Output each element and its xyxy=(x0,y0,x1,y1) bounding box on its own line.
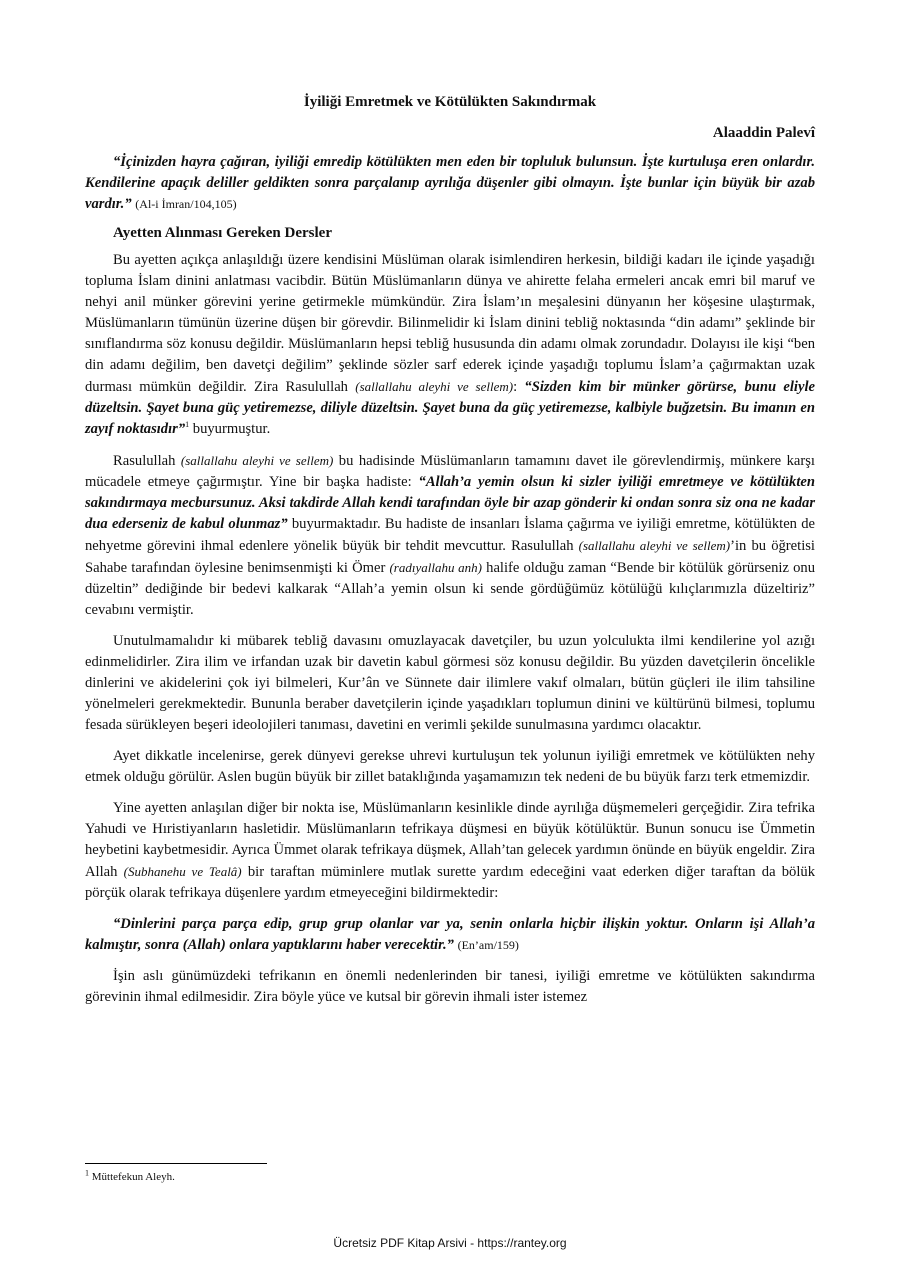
p1-colon: : xyxy=(513,379,525,395)
verse-quote xyxy=(85,152,815,215)
honorific: (sallallahu aleyhi ve sellem) xyxy=(180,453,334,468)
document-body xyxy=(85,94,815,1018)
footnote-divider xyxy=(85,1163,267,1164)
p5-a: Yine ayetten anlaşılan diğer bir nokta ise, Müslümanların kesinlikle dinde ayrılığa düşmemeleri gerçeğidir. Zira tefrika Yahudi ve Hıristiyanların hasletidir. Müslümanların tefrikaya düşmesi en büyük kötülüktür. Bunun sonucu ise Ümmetin heybetini kaybetmesidir. Ayrıca Ümmet olarak tefrikaya düşmek, Allah’tan gelecek yardımın önünde en büyük engeldir. Zira Allah xyxy=(85,800,815,880)
honorific: (Subhanehu ve Tealâ) xyxy=(123,864,242,879)
page-title: İyiliği Emretmek ve Kötülükten Sakındırmak xyxy=(303,94,597,110)
honorific: (sallallahu aleyhi ve sellem) xyxy=(355,379,514,394)
footnote-marker: 1 xyxy=(185,420,190,430)
p2-c: buyurmaktadır. Bu hadiste de insanları İslama çağırma ve iyiliği emretme, kötülükten de nehyetme görevini ihmal edenlere yönelik büyük bir tehdit mevcuttur. Rasulullah xyxy=(85,516,815,554)
page-footer: Ücretsiz PDF Kitap Arsivi - https://rantey.org xyxy=(333,1236,567,1250)
paragraph-6: İşin aslı günümüzdeki tefrikanın en önemli nedenlerinden bir tanesi, iyiliği emretme ve kötülükten sakındırma görevinin ihmal edilmesidir. Zira böyle yüce ve kutsal bir görevin ihmali ister istemez xyxy=(85,968,815,1005)
p2-b: bu hadisinde Müslümanların tamamını davet ile görevlendirmiş, münkere karşı mücadele etmeye çağırmıştır. Yine bir başka hadiste: xyxy=(85,453,815,490)
hadith-quote: “Allah’a yemin olsun ki sizler iyiliği emretmeye ve kötülükten sakındırmaya mecbursunuz. Aksi takdirde Allah kendi tarafından öyle bir azap gönderir ki ondan sonra siz ona ne kadar dua ederseniz de kabul olunmaz” xyxy=(85,474,815,532)
p2-a: Rasulullah xyxy=(113,453,181,469)
verse-reference: (Al-i İmran/104,105) xyxy=(135,197,237,211)
verse-quote-2 xyxy=(85,914,815,956)
hadith-quote: “Sizden kim bir münker görürse, bunu eliyle düzeltsin. Şayet buna güç yetiremezse, diliyle düzeltsin. Şayet buna da güç yetiremezse, kalbiyle buğzetsin. Bu imanın en zayıf noktasıdır” xyxy=(85,379,815,437)
section-heading: Ayetten Alınması Gereken Dersler xyxy=(113,225,332,241)
paragraph-1 xyxy=(85,250,815,440)
honorific: (sallallahu aleyhi ve sellem) xyxy=(578,538,731,553)
paragraph-4: Ayet dikkatle incelenirse, gerek dünyevi gerekse uhrevi kurtuluşun tek yolunun iyiliği emretmek ve kötülükten nehy etmek olduğu görülür. Aslen bugün büyük bir zillet bataklığında yaşamamızın tek nedeni de bu büyük farzı terk etmemizdir. xyxy=(85,748,815,785)
footnote xyxy=(85,1168,175,1183)
verse-text: “İçinizden hayra çağıran, iyiliği emredip kötülükten men eden bir topluluk bulunsun. İşte kurtuluşa eren onlardır. Kendilerine apaçık deliller geldikten sonra parçalanıp ayrılığa düşenler gibi olmayın. İşte bunlar için büyük bir azab vardır.” xyxy=(85,154,815,212)
paragraph-5 xyxy=(85,798,815,904)
verse-reference: (En’am/159) xyxy=(457,938,519,952)
honorific: (radıyallahu anh) xyxy=(389,560,483,575)
verse-text: “Dinlerini parça parça edip, grup grup olanlar var ya, senin onlarla hiçbir ilişkin yoktur. Onların işi Allah’a kalmıştır, sonra (Allah) onlara yaptıklarını haber verecektir.” xyxy=(85,916,815,953)
p1-text: Bu ayetten açıkça anlaşıldığı üzere kendisini Müslüman olarak isimlendiren herkesin, bildiği kadarı ile içinde yaşadığı topluma İslam dinini anlatması vacibdir. Bütün Müslümanların dünya ve ahirette felaha ermeleri ancak emri bil maruf ve nehyi anil münker görevini yerine getirmekle mümkündür. Zira İslam’ın meşalesini dünyanın her köşesine ulaştırmak, Müslümanların tümünün üzerine düşen bir görevdir. Bilinmelidir ki İslam dinini tebliğ noktasında “din adamı” şeklinde bir sınıflandırma söz konusu değildir. Müslümanların hepsi tebliğ hususunda din adamı olmak zorundadır. Dolayısı ile kişi “ben din adamı değilim, ben davetçi değilim” şeklinde sözler sarf ederek içinde yaşadığı toplumu İslam’a çağırmaktan uzak durması mümkün değildir. Zira Rasulullah xyxy=(85,252,815,395)
p5-b: bir taraftan müminlere mutlak surette yardım edeceğini vaat ederken diğer taraftan da bölük pörçük olarak tefrikaya düşenlere yardım etmeyeceğini bildirmektedir: xyxy=(85,864,815,901)
paragraph-2 xyxy=(85,450,815,621)
p2-e: halife olduğu zaman “Bende bir kötülük görürseniz onu düzeltin” dediğinde bir bedevi kalkarak “Allah’a yemin olsun ki sende gördüğümüz kötülüğü kılıçlarımızla düzeltiriz” cevabını vermiştir. xyxy=(85,560,815,618)
p2-d: ’in bu öğretisi Sahabe tarafından öylesine benimsenmişti ki Ömer xyxy=(85,538,815,576)
paragraph-3: Unutulmamalıdır ki mübarek tebliğ davasını omuzlayacak davetçiler, bu uzun yolculukta ilmi kendilerine yol azığı edinmelidirler. Zira ilim ve irfandan uzak bir davetin kabul görmesi söz konusu değildir. Bu yüzden davetçilerin öncelikle dinlerini ve akidelerini çok iyi bilmeleri, Kur’ân ve Sünnete dair ilimlere vakıf olmaları, bütün güçleri ile ilim tahsiline yönelmeleri gerekmektedir. Bununla beraber davetçilerin içinde yaşadıkları toplumun dinini ve kültürünü bilmesi, toplumu fesada sürükleyen beşeri ideolojileri tanıması, davetini en verimli şekilde sunulmasına yardımcı olacaktır. xyxy=(85,633,815,733)
footnote-number: 1 xyxy=(85,1168,89,1178)
footnote-text: Müttefekun Aleyh. xyxy=(89,1171,175,1183)
author-name: Alaaddin Palevî xyxy=(712,125,815,141)
p1-end: buyurmuştur. xyxy=(189,421,271,437)
